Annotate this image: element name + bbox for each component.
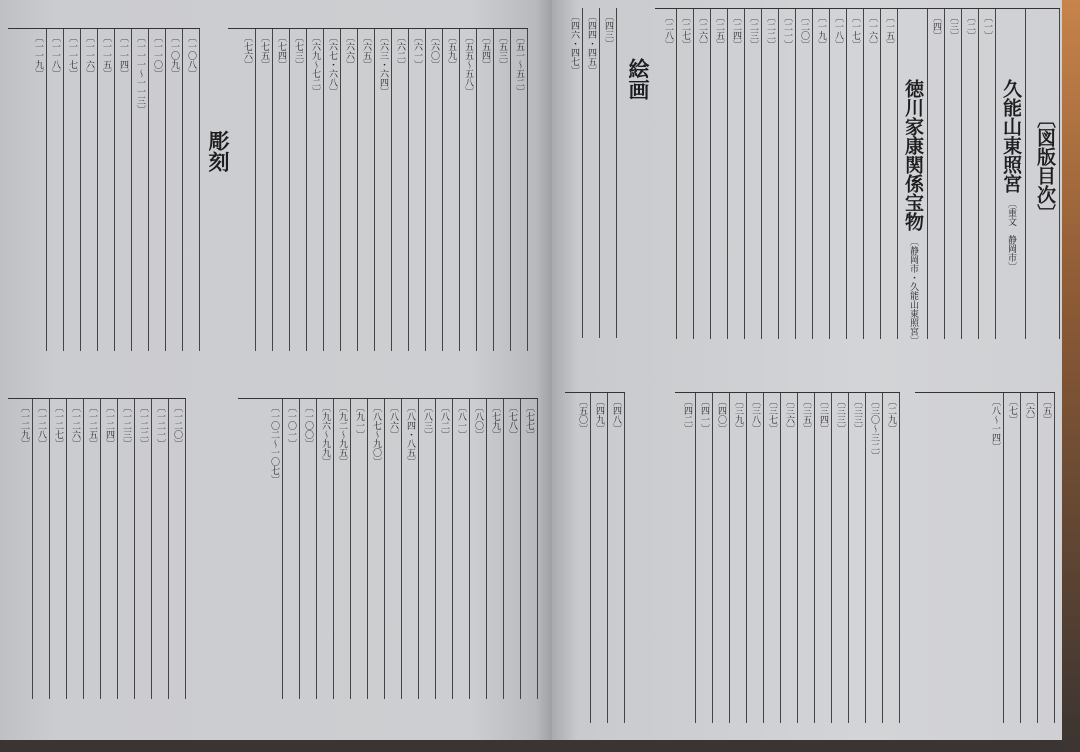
list-item bbox=[881, 9, 898, 339]
plate-number: 〔一二七〕 bbox=[53, 403, 63, 448]
plate-number: 〔七七〕 bbox=[524, 403, 534, 439]
plate-number: 〔六七・六八〕 bbox=[327, 33, 337, 96]
plate-number: 〔四二〕 bbox=[682, 397, 692, 433]
plate-number: 〔八～一四〕 bbox=[990, 397, 1000, 451]
list-item bbox=[317, 399, 334, 699]
list-item bbox=[832, 393, 849, 723]
list-item bbox=[762, 9, 779, 339]
plate-number: 〔八三〕 bbox=[422, 403, 432, 439]
list-item bbox=[747, 393, 764, 723]
plate-number: 〔一二五〕 bbox=[87, 403, 97, 448]
plate-number: 〔三七〕 bbox=[767, 397, 777, 433]
list-item bbox=[324, 29, 341, 351]
plate-number: 〔五九〕 bbox=[446, 33, 456, 69]
list-item bbox=[118, 399, 135, 699]
list-item bbox=[169, 399, 186, 699]
plate-number: 〔六三・六四〕 bbox=[378, 33, 388, 96]
list-item bbox=[358, 29, 375, 351]
list-item bbox=[341, 29, 358, 351]
list-item bbox=[487, 399, 504, 699]
plate-number: 〔一五〕 bbox=[884, 13, 894, 49]
plate-number: 〔六五〕 bbox=[361, 33, 371, 69]
list-item bbox=[962, 9, 979, 339]
list-item bbox=[334, 399, 351, 699]
plate-number: 〔三三〕 bbox=[852, 397, 862, 433]
list-item bbox=[477, 29, 494, 351]
plate-number: 〔六二〕 bbox=[395, 33, 405, 69]
plate-number: 〔三〇～三二〕 bbox=[869, 397, 879, 460]
list-item bbox=[745, 9, 762, 339]
plate-number: 〔六〇〕 bbox=[429, 33, 439, 69]
list-item bbox=[979, 9, 996, 339]
list-item bbox=[67, 399, 84, 699]
list-item bbox=[764, 393, 781, 723]
section-heading-sculpture: 彫刻 bbox=[206, 130, 231, 172]
plate-number: 〔二八〕 bbox=[663, 13, 673, 49]
plate-number: 〔一六〕 bbox=[867, 13, 877, 49]
list-item bbox=[351, 399, 368, 699]
list-item bbox=[460, 29, 477, 351]
list-item bbox=[830, 9, 847, 339]
list-item bbox=[779, 9, 796, 339]
plate-number: 〔一一六〕 bbox=[84, 33, 94, 78]
list-item bbox=[798, 393, 815, 723]
plate-number: 〔四九〕 bbox=[594, 397, 604, 433]
plate-number: 〔九一〕 bbox=[354, 403, 364, 439]
list-item bbox=[864, 9, 881, 339]
plate-number: 〔四四・四五〕 bbox=[586, 12, 596, 75]
list-item bbox=[50, 399, 67, 699]
list-item bbox=[470, 399, 487, 699]
list-item bbox=[511, 29, 528, 351]
plate-number: 〔一一四〕 bbox=[118, 33, 128, 78]
list-item bbox=[928, 9, 945, 339]
plate-number: 〔六一〕 bbox=[412, 33, 422, 69]
plate-number: 〔八二〕 bbox=[439, 403, 449, 439]
list-item bbox=[135, 399, 152, 699]
list-item bbox=[443, 29, 460, 351]
contents-block-treasures bbox=[675, 392, 900, 723]
plate-number: 〔一〇一〕 bbox=[286, 403, 296, 448]
list-item bbox=[436, 399, 453, 699]
list-item bbox=[574, 393, 591, 723]
plate-number: 〔五〕 bbox=[1041, 397, 1051, 424]
list-item bbox=[796, 9, 813, 339]
list-item bbox=[453, 399, 470, 699]
list-item bbox=[392, 29, 409, 351]
list-item bbox=[945, 9, 962, 339]
list-item bbox=[64, 29, 81, 351]
list-item bbox=[1004, 393, 1021, 723]
list-item bbox=[600, 8, 617, 338]
plate-number: 〔七九〕 bbox=[490, 403, 500, 439]
plate-number: 〔一二九〕 bbox=[19, 403, 29, 448]
heading-sub: 〔重文 静岡市〕 bbox=[1006, 199, 1016, 271]
list-item bbox=[566, 8, 583, 338]
list-item bbox=[1038, 393, 1055, 723]
list-item bbox=[16, 399, 33, 699]
plate-number: 〔六九～七二〕 bbox=[310, 33, 320, 96]
heading-text: 徳川家康関係宝物 bbox=[902, 79, 924, 231]
contents-block-paintings-4 bbox=[238, 398, 538, 699]
plate-number: 〔一〇〇〕 bbox=[303, 403, 313, 448]
plate-number: 〔八六〕 bbox=[388, 403, 398, 439]
plate-number: 〔五〇〕 bbox=[577, 397, 587, 433]
list-item bbox=[419, 399, 436, 699]
list-item bbox=[33, 399, 50, 699]
list-item bbox=[711, 9, 728, 339]
plate-number: 〔一九〕 bbox=[816, 13, 826, 49]
contents-block-paintings-2 bbox=[565, 392, 625, 723]
list-item bbox=[583, 8, 600, 338]
list-item bbox=[677, 9, 694, 339]
section-heading-painting: 絵画 bbox=[626, 58, 651, 100]
list-item bbox=[883, 393, 900, 723]
plate-number: 〔七八〕 bbox=[507, 403, 517, 439]
table-surface bbox=[1062, 0, 1080, 752]
list-item bbox=[713, 393, 730, 723]
plate-number: 〔二四〕 bbox=[731, 13, 741, 49]
plate-number: 〔一二八〕 bbox=[36, 403, 46, 448]
plate-number: 〔五五～五八〕 bbox=[463, 33, 473, 96]
list-item bbox=[608, 393, 625, 723]
plate-number: 〔三九〕 bbox=[733, 397, 743, 433]
plate-number: 〔一〇九〕 bbox=[169, 33, 179, 78]
list-item bbox=[290, 29, 307, 351]
plate-number: 〔三〕 bbox=[948, 13, 958, 40]
plate-number: 〔四八〕 bbox=[611, 397, 621, 433]
plate-number: 〔四〇〕 bbox=[716, 397, 726, 433]
list-item bbox=[166, 29, 183, 351]
plate-number: 〔八四・八五〕 bbox=[405, 403, 415, 466]
list-item bbox=[679, 393, 696, 723]
plate-number: 〔二九〕 bbox=[886, 397, 896, 433]
list-item bbox=[47, 29, 64, 351]
plate-number: 〔一二六〕 bbox=[70, 403, 80, 448]
list-item bbox=[402, 399, 419, 699]
plate-number: 〔二五〕 bbox=[714, 13, 724, 49]
list-item bbox=[504, 399, 521, 699]
plate-number: 〔二六〕 bbox=[697, 13, 707, 49]
plate-number: 〔三六〕 bbox=[784, 397, 794, 433]
plate-number: 〔一一八〕 bbox=[50, 33, 60, 78]
plate-number: 〔六六〕 bbox=[344, 33, 354, 69]
list-item bbox=[239, 29, 256, 351]
list-item bbox=[81, 29, 98, 351]
contents-block-sculpture bbox=[8, 28, 200, 351]
contents-title: 〔図版目次〕 bbox=[1026, 9, 1060, 339]
plate-number: 〔六〕 bbox=[1024, 397, 1034, 424]
plate-number: 〔一二四〕 bbox=[104, 403, 114, 448]
plate-number: 〔四〕 bbox=[931, 13, 941, 40]
plate-number: 〔三三〕 bbox=[835, 397, 845, 433]
plate-number: 〔一一一～一一三〕 bbox=[135, 33, 145, 114]
plate-number: 〔二二〕 bbox=[765, 13, 775, 49]
section-heading-tokugawa bbox=[898, 9, 928, 345]
list-item bbox=[256, 29, 273, 351]
plate-number: 〔八〇〕 bbox=[473, 403, 483, 439]
plate-number: 〔七三〕 bbox=[293, 33, 303, 69]
contents-block-shrine-details bbox=[915, 392, 1055, 723]
list-item bbox=[728, 9, 745, 339]
contents-block-painting bbox=[563, 8, 653, 338]
plate-number: 〔四三〕 bbox=[603, 12, 613, 48]
plate-number: 〔一八〕 bbox=[833, 13, 843, 49]
plate-number: 〔一一七〕 bbox=[67, 33, 77, 78]
plate-number: 〔一〇二～一〇七〕 bbox=[269, 403, 279, 484]
list-item bbox=[426, 29, 443, 351]
list-item bbox=[101, 399, 118, 699]
plate-number: 〔一一五〕 bbox=[101, 33, 111, 78]
list-item bbox=[283, 399, 300, 699]
plate-number: 〔二一〕 bbox=[782, 13, 792, 49]
plate-number: 〔三四〕 bbox=[818, 397, 828, 433]
list-item bbox=[375, 29, 392, 351]
plate-number: 〔三五〕 bbox=[801, 397, 811, 433]
list-item bbox=[307, 29, 324, 351]
plate-number: 〔五三〕 bbox=[497, 33, 507, 69]
list-item bbox=[813, 9, 830, 339]
list-item bbox=[730, 393, 747, 723]
list-item bbox=[781, 393, 798, 723]
plate-number: 〔五一～五二〕 bbox=[514, 33, 524, 96]
plate-number: 〔二〕 bbox=[965, 13, 975, 40]
list-item bbox=[84, 399, 101, 699]
list-item bbox=[98, 29, 115, 351]
list-item bbox=[521, 399, 538, 699]
list-item bbox=[494, 29, 511, 351]
list-item bbox=[694, 9, 711, 339]
plate-number: 〔九六～九九〕 bbox=[320, 403, 330, 466]
plate-number: 〔一〕 bbox=[982, 13, 992, 40]
list-item bbox=[660, 9, 677, 339]
list-item bbox=[273, 29, 290, 351]
list-item bbox=[132, 29, 149, 351]
list-item bbox=[815, 393, 832, 723]
contents-block-paintings-3 bbox=[228, 28, 528, 351]
plate-number: 〔五四〕 bbox=[480, 33, 490, 69]
section-heading-kunozan bbox=[996, 9, 1026, 339]
plate-number: 〔四六・四七〕 bbox=[569, 12, 579, 75]
plate-number: 〔八七～九〇〕 bbox=[371, 403, 381, 466]
list-item bbox=[847, 9, 864, 339]
plate-number: 〔一二〇〕 bbox=[172, 403, 182, 448]
plate-number: 〔九二～九五〕 bbox=[337, 403, 347, 466]
list-item bbox=[183, 29, 200, 351]
plate-number: 〔二三〕 bbox=[748, 13, 758, 49]
contents-block-sculpture-2 bbox=[8, 398, 186, 699]
plate-number: 〔七六〕 bbox=[242, 33, 252, 69]
plate-number: 〔一一〇〕 bbox=[152, 33, 162, 78]
plate-number: 〔二〇〕 bbox=[799, 13, 809, 49]
plate-number: 〔八一〕 bbox=[456, 403, 466, 439]
plate-number: 〔二七〕 bbox=[680, 13, 690, 49]
list-item bbox=[987, 393, 1004, 723]
list-item bbox=[300, 399, 317, 699]
list-item bbox=[149, 29, 166, 351]
plate-number: 〔四一〕 bbox=[699, 397, 709, 433]
list-item bbox=[1021, 393, 1038, 723]
list-item bbox=[385, 399, 402, 699]
plate-number: 〔一七〕 bbox=[850, 13, 860, 49]
plate-number: 〔一一九〕 bbox=[33, 33, 43, 78]
list-item bbox=[115, 29, 132, 351]
plate-number: 〔一〇八〕 bbox=[186, 33, 196, 78]
plate-number: 〔七四〕 bbox=[276, 33, 286, 69]
list-item bbox=[409, 29, 426, 351]
list-item bbox=[866, 393, 883, 723]
plate-number: 〔七〕 bbox=[1007, 397, 1017, 424]
plate-number: 〔一二三〕 bbox=[121, 403, 131, 448]
list-item bbox=[591, 393, 608, 723]
plate-number: 〔三八〕 bbox=[750, 397, 760, 433]
list-item bbox=[849, 393, 866, 723]
plate-number: 〔一二二〕 bbox=[138, 403, 148, 448]
contents-block-kunozan bbox=[655, 8, 1060, 345]
list-item bbox=[266, 399, 283, 699]
list-item bbox=[30, 29, 47, 351]
list-item bbox=[696, 393, 713, 723]
plate-number: 〔七五〕 bbox=[259, 33, 269, 69]
plate-number: 〔一二一〕 bbox=[155, 403, 165, 448]
list-item bbox=[368, 399, 385, 699]
list-item bbox=[152, 399, 169, 699]
heading-sub: 〔静岡市・久能山東照宮〕 bbox=[908, 237, 918, 345]
heading-text: 久能山東照宮 bbox=[1000, 79, 1022, 193]
